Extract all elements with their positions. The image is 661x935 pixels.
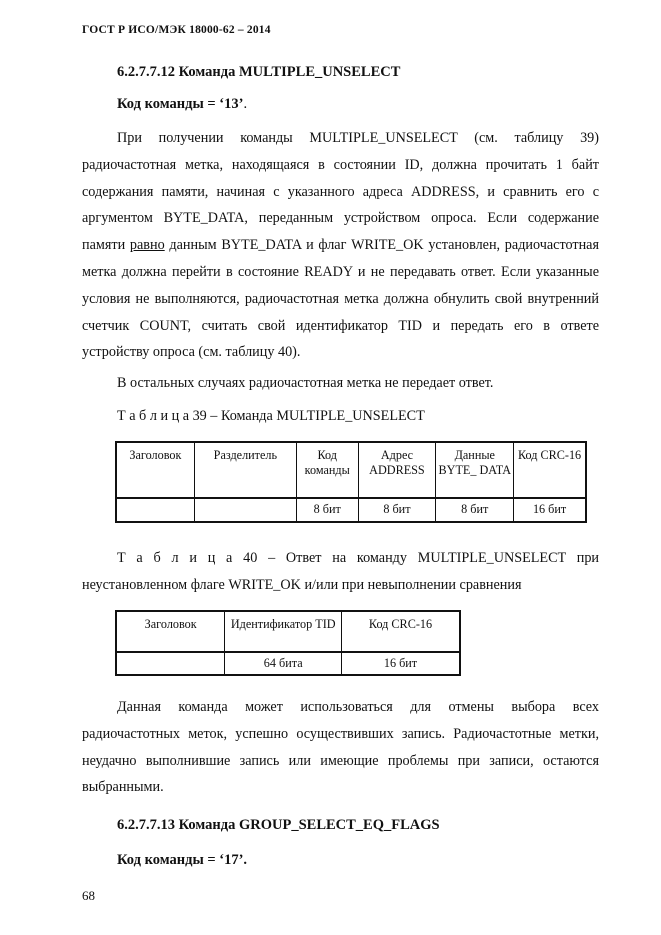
paragraph-description-part-b: данным BYTE_DATA и флаг WRITE_OK установлен, радиочастотная метка должна перейти в состояние READY и не передавать ответ. Если указанные условия не выполняются, радиочастотная метка должна обнулить свой внутренний счетчик COUNT, считать свой идентификатор TID и передать его в ответе устройству опроса (см. таблицу 40). — [82, 237, 599, 361]
table39-value-cell: 8 бит — [436, 498, 514, 522]
table40-value-row — [116, 652, 460, 675]
paragraph-otherwise: В остальных случаях радиочастотная метка не передает ответ. — [117, 375, 494, 391]
table39-value-cell: 8 бит — [358, 498, 436, 522]
paragraph-description — [82, 125, 599, 366]
table40-header-cell: Идентификатор TID — [225, 611, 342, 652]
table39-caption: Т а б л и ц а 39 – Команда MULTIPLE_UNSELECT — [117, 408, 425, 424]
table39-value-cell: 8 бит — [296, 498, 358, 522]
section-title-multiple-unselect: 6.2.7.7.12 Команда MULTIPLE_UNSELECT — [117, 64, 401, 80]
table40-value-cell: 64 бита — [225, 652, 342, 675]
table39-header-cell: Код CRC-16 — [514, 442, 586, 498]
table39-header-cell: Разделитель — [194, 442, 296, 498]
section-title-group-select: 6.2.7.7.13 Команда GROUP_SELECT_EQ_FLAGS — [117, 817, 440, 833]
table40-value-cell — [116, 652, 225, 675]
paragraph-description-part-a: При получении команды MULTIPLE_UNSELECT (см. таблицу 39) радиочастотная метка, находящаяся в состоянии ID, должна прочитать 1 байт содержания памяти, начиная с указанного адреса ADDRESS, и сравнить его с аргументом BYTE_DATA, переданным устройством опроса. Если содержание памяти — [82, 130, 599, 254]
table40-caption: Т а б л и ц а 40 – Ответ на команду MULTIPLE_UNSELECT при неустановленном флаге WRITE_OK и/или при невыполнении сравнения — [82, 550, 599, 593]
document-header: ГОСТ Р ИСО/МЭК 18000-62 – 2014 — [82, 24, 271, 36]
table40-header-cell: Заголовок — [116, 611, 225, 652]
table40-header-cell: Код CRC-16 — [342, 611, 461, 652]
command-code-suffix: . — [243, 96, 248, 112]
table39-value-row — [116, 498, 586, 522]
table39-value-cell: 16 бит — [514, 498, 586, 522]
command-code-17: Код команды = ‘17’. — [117, 852, 248, 868]
table39-header-cell: Данные BYTE_ DATA — [436, 442, 514, 498]
table39-header-cell: Код команды — [296, 442, 358, 498]
table39-value-cell — [116, 498, 194, 522]
underlined-word: равно — [129, 237, 165, 254]
table39-value-cell — [194, 498, 296, 522]
table40-value-cell: 16 бит — [342, 652, 461, 675]
table39-header-row — [116, 442, 586, 498]
page-number: 68 — [82, 888, 95, 903]
table39-header-cell: Заголовок — [116, 442, 194, 498]
table-40 — [115, 610, 461, 676]
paragraph-usage: Данная команда может использоваться для отмены выбора всех радиочастотных меток, успешно осуществивших запись. Радиочастотные метки, неудачно выполнившие запись или имеющие проблемы при записи, остаются выбранными. — [82, 699, 599, 796]
command-code-label: Код команды = ‘13’ — [117, 96, 244, 112]
command-code-line — [117, 96, 247, 113]
table40-header-row — [116, 611, 460, 652]
table-39 — [115, 441, 587, 523]
table39-header-cell: Адрес ADDRESS — [358, 442, 436, 498]
